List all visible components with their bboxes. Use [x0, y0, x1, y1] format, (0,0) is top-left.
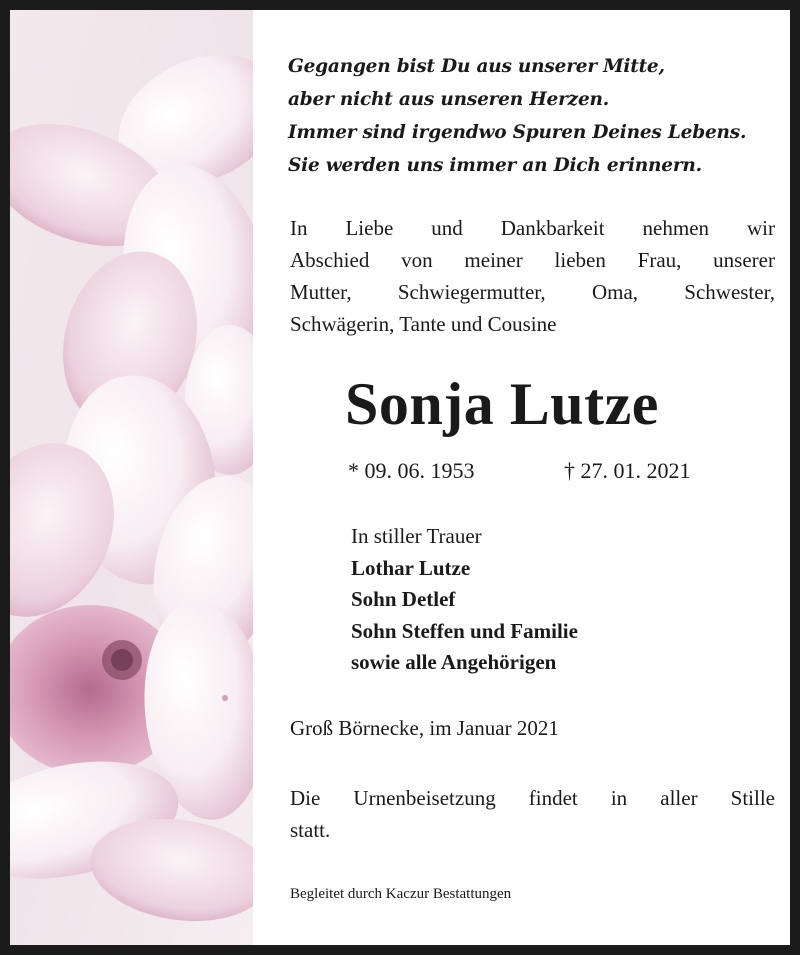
life-dates [348, 458, 748, 484]
poem-line: Sie werden uns immer an Dich erinnern. [288, 155, 702, 176]
magnolia-flower-image [10, 10, 253, 945]
intro-line: Schwägerin, Tante und Cousine [290, 312, 557, 336]
intro-line: Abschied von meiner lieben Frau, unserer [290, 248, 775, 272]
mourner-name: sowie alle Angehörigen [351, 650, 557, 674]
farewell-intro [290, 212, 775, 340]
place-date: Groß Börnecke, im Januar 2021 [290, 716, 559, 740]
burial-notice [290, 782, 775, 846]
poem-line: Gegangen bist Du aus unserer Mitte, [288, 56, 665, 77]
burial-line: statt. [290, 818, 331, 842]
burial-line: Die Urnenbeisetzung findet in aller Stille [290, 786, 775, 810]
mourner-name: Lothar Lutze [351, 555, 471, 580]
mourners-intro: In stiller Trauer [351, 524, 482, 548]
poem-line: Immer sind irgendwo Spuren Deines Lebens. [288, 122, 747, 143]
intro-line: In Liebe und Dankbarkeit nehmen wir [290, 216, 775, 240]
poem-line: aber nicht aus unseren Herzen. [288, 89, 610, 110]
mourners-list [351, 521, 578, 679]
death-date: † 27. 01. 2021 [564, 458, 691, 483]
intro-line: Mutter, Schwiegermutter, Oma, Schwester, [290, 280, 775, 304]
magnolia-flower-icon [10, 10, 253, 945]
memorial-poem [288, 50, 768, 182]
birth-date: * 09. 06. 1953 [348, 458, 475, 483]
mourner-name: Sohn Detlef [351, 587, 456, 611]
deceased-name: Sonja Lutze [345, 371, 659, 437]
undertaker-credit: Begleitet durch Kaczur Bestattungen [290, 886, 512, 902]
mourner-name: Sohn Steffen und Familie [351, 618, 578, 643]
